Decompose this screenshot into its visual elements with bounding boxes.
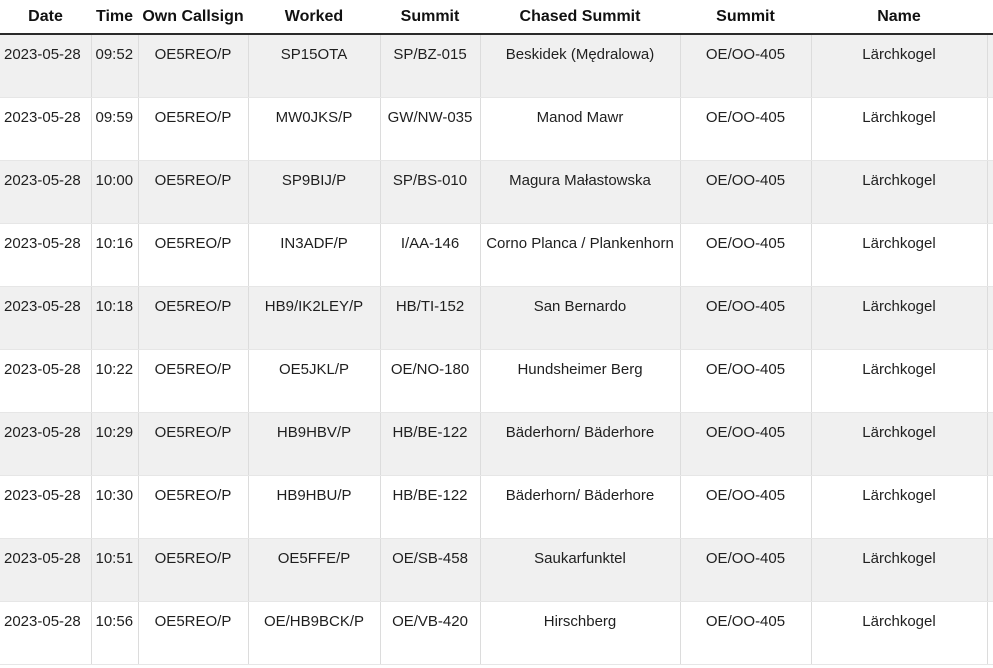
header-row	[0, 0, 993, 34]
cell-date: 2023-05-28	[0, 475, 91, 538]
cell-summit: SP/BZ-015	[380, 34, 480, 97]
cell-chased-summit: Hundsheimer Berg	[480, 349, 680, 412]
cell-worked: OE5FFE/P	[248, 538, 380, 601]
cell-own-summit: OE/OO-405	[680, 475, 811, 538]
cell-time: 09:59	[91, 97, 138, 160]
column-header-chased-summit[interactable]: Chased Summit	[480, 0, 680, 34]
cell-date: 2023-05-28	[0, 286, 91, 349]
cell-time: 10:18	[91, 286, 138, 349]
column-header-extra	[987, 0, 993, 34]
cell-own-summit: OE/OO-405	[680, 97, 811, 160]
cell-date: 2023-05-28	[0, 412, 91, 475]
cell-own-summit: OE/OO-405	[680, 34, 811, 97]
cell-own-callsign: OE5REO/P	[138, 34, 248, 97]
cell-worked: HB9HBU/P	[248, 475, 380, 538]
cell-chased-summit: Bäderhorn/ Bäderhore	[480, 412, 680, 475]
table-row[interactable]	[0, 160, 993, 223]
table-row[interactable]	[0, 97, 993, 160]
cell-extra	[987, 601, 993, 664]
cell-name: Lärchkogel	[811, 286, 987, 349]
cell-chased-summit: Corno Planca / Plankenhorn	[480, 223, 680, 286]
cell-worked: SP15OTA	[248, 34, 380, 97]
cell-own-callsign: OE5REO/P	[138, 475, 248, 538]
column-header-name[interactable]: Name	[811, 0, 987, 34]
cell-extra	[987, 538, 993, 601]
cell-name: Lärchkogel	[811, 538, 987, 601]
cell-date: 2023-05-28	[0, 160, 91, 223]
cell-summit: HB/BE-122	[380, 412, 480, 475]
cell-date: 2023-05-28	[0, 601, 91, 664]
cell-summit: OE/NO-180	[380, 349, 480, 412]
cell-time: 10:16	[91, 223, 138, 286]
cell-date: 2023-05-28	[0, 349, 91, 412]
cell-own-summit: OE/OO-405	[680, 349, 811, 412]
cell-worked: OE/HB9BCK/P	[248, 601, 380, 664]
cell-name: Lärchkogel	[811, 223, 987, 286]
cell-own-summit: OE/OO-405	[680, 286, 811, 349]
cell-worked: HB9HBV/P	[248, 412, 380, 475]
cell-time: 10:51	[91, 538, 138, 601]
cell-worked: SP9BIJ/P	[248, 160, 380, 223]
table-row[interactable]	[0, 349, 993, 412]
table-row[interactable]	[0, 538, 993, 601]
cell-extra	[987, 475, 993, 538]
cell-worked: HB9/IK2LEY/P	[248, 286, 380, 349]
cell-time: 10:00	[91, 160, 138, 223]
cell-extra	[987, 34, 993, 97]
cell-own-callsign: OE5REO/P	[138, 349, 248, 412]
column-header-own-callsign[interactable]: Own Callsign	[138, 0, 248, 34]
cell-own-callsign: OE5REO/P	[138, 412, 248, 475]
cell-own-callsign: OE5REO/P	[138, 223, 248, 286]
cell-time: 10:29	[91, 412, 138, 475]
cell-chased-summit: Saukarfunktel	[480, 538, 680, 601]
cell-name: Lärchkogel	[811, 349, 987, 412]
column-header-own-summit[interactable]: Summit	[680, 0, 811, 34]
cell-own-summit: OE/OO-405	[680, 412, 811, 475]
cell-own-callsign: OE5REO/P	[138, 160, 248, 223]
cell-date: 2023-05-28	[0, 538, 91, 601]
cell-date: 2023-05-28	[0, 34, 91, 97]
cell-worked: MW0JKS/P	[248, 97, 380, 160]
cell-own-summit: OE/OO-405	[680, 601, 811, 664]
column-header-worked[interactable]: Worked	[248, 0, 380, 34]
cell-own-callsign: OE5REO/P	[138, 538, 248, 601]
cell-own-callsign: OE5REO/P	[138, 97, 248, 160]
cell-time: 10:30	[91, 475, 138, 538]
cell-worked: IN3ADF/P	[248, 223, 380, 286]
cell-own-summit: OE/OO-405	[680, 538, 811, 601]
cell-chased-summit: Beskidek (Mędralowa)	[480, 34, 680, 97]
cell-summit: HB/TI-152	[380, 286, 480, 349]
table-header	[0, 0, 993, 34]
cell-time: 09:52	[91, 34, 138, 97]
cell-own-summit: OE/OO-405	[680, 160, 811, 223]
cell-own-summit: OE/OO-405	[680, 223, 811, 286]
cell-extra	[987, 349, 993, 412]
cell-own-callsign: OE5REO/P	[138, 286, 248, 349]
table-row[interactable]	[0, 475, 993, 538]
cell-extra	[987, 160, 993, 223]
column-header-time[interactable]: Time	[91, 0, 138, 34]
cell-chased-summit: Manod Mawr	[480, 97, 680, 160]
cell-time: 10:22	[91, 349, 138, 412]
table-row[interactable]	[0, 223, 993, 286]
cell-summit: SP/BS-010	[380, 160, 480, 223]
cell-chased-summit: Hirschberg	[480, 601, 680, 664]
cell-time: 10:56	[91, 601, 138, 664]
cell-chased-summit: Bäderhorn/ Bäderhore	[480, 475, 680, 538]
cell-name: Lärchkogel	[811, 412, 987, 475]
cell-name: Lärchkogel	[811, 601, 987, 664]
cell-extra	[987, 97, 993, 160]
cell-summit: OE/VB-420	[380, 601, 480, 664]
cell-chased-summit: San Bernardo	[480, 286, 680, 349]
cell-extra	[987, 223, 993, 286]
cell-own-callsign: OE5REO/P	[138, 601, 248, 664]
cell-summit: OE/SB-458	[380, 538, 480, 601]
cell-date: 2023-05-28	[0, 223, 91, 286]
column-header-date[interactable]: Date	[0, 0, 91, 34]
table-row[interactable]	[0, 601, 993, 664]
cell-date: 2023-05-28	[0, 97, 91, 160]
table-row[interactable]	[0, 412, 993, 475]
cell-extra	[987, 286, 993, 349]
table-row[interactable]	[0, 34, 993, 97]
cell-name: Lärchkogel	[811, 97, 987, 160]
column-header-summit[interactable]: Summit	[380, 0, 480, 34]
cell-worked: OE5JKL/P	[248, 349, 380, 412]
table-row[interactable]	[0, 286, 993, 349]
cell-name: Lärchkogel	[811, 34, 987, 97]
cell-summit: GW/NW-035	[380, 97, 480, 160]
cell-name: Lärchkogel	[811, 475, 987, 538]
cell-summit: HB/BE-122	[380, 475, 480, 538]
cell-chased-summit: Magura Małastowska	[480, 160, 680, 223]
table-body	[0, 34, 993, 664]
cell-extra	[987, 412, 993, 475]
cell-summit: I/AA-146	[380, 223, 480, 286]
cell-name: Lärchkogel	[811, 160, 987, 223]
